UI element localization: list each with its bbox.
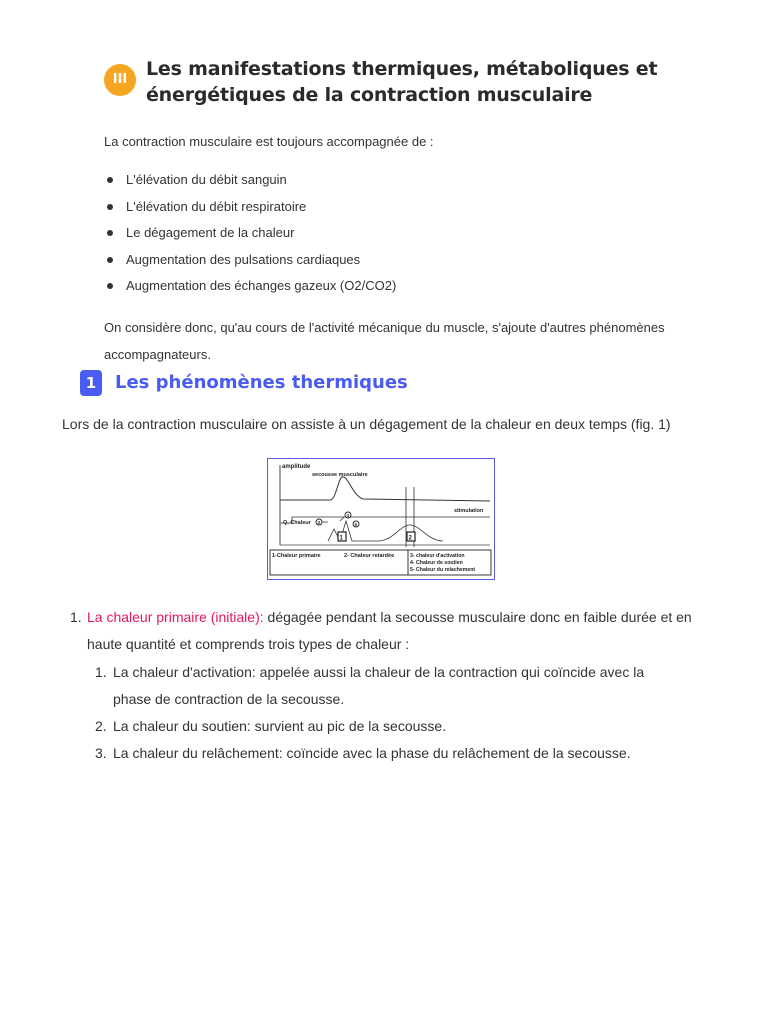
twitch-label: secousse musculaire	[312, 472, 368, 478]
sub-item-text: La chaleur du relâchement: coïncide avec la phase du relâchement de la secousse.	[113, 745, 631, 761]
marker-number: 1	[339, 535, 343, 542]
sub-item-text: La chaleur du soutien: survient au pic de la secousse.	[113, 718, 447, 734]
marker-number: 4	[346, 513, 350, 518]
subsection-title: Les phénomènes thermiques	[115, 372, 408, 393]
sub-item-number: 1.	[95, 664, 107, 680]
list-item	[104, 170, 396, 197]
list-item-text: Augmentation des pulsations cardiaques	[126, 251, 361, 267]
consider-paragraph: On considère donc, qu'au cours de l'activité mécanique du muscle, s'ajoute d'autres phénomènes accompagnateurs.	[104, 320, 665, 362]
item-text	[62, 604, 722, 658]
section-title: Les manifestations thermiques, métaboliques et énergétiques de la contraction musculaire	[146, 58, 658, 106]
sub-item-text-continued: phase de contraction de la secousse.	[113, 691, 345, 707]
sub-list	[62, 659, 722, 767]
legend-primary: 1-Chaleur primaire	[272, 553, 321, 559]
marker-number: 2	[408, 535, 412, 542]
heat-label: Q. Chaleur	[283, 520, 311, 526]
lors-paragraph: Lors de la contraction musculaire on assiste à un dégagement de la chaleur en deux temps (fig. 1)	[62, 416, 671, 432]
list-item	[104, 223, 396, 250]
item-body: dégagée pendant la secousse musculaire donc en faible durée et en haute quantité et comprends trois types de chaleur :	[87, 609, 692, 652]
marker-number: 5	[354, 522, 358, 527]
marker-leader	[340, 517, 344, 521]
sub-item-number: 3.	[95, 745, 107, 761]
list-item-text: L'élévation du débit respiratoire	[126, 198, 307, 214]
sub-list-item	[62, 659, 722, 713]
list-item-text: Augmentation des échanges gazeux (O2/CO2)	[126, 278, 397, 293]
amplitude-label: amplitude	[282, 464, 311, 470]
sub-item-text: La chaleur d'activation: appelée aussi la chaleur de la contraction qui coïncide avec la	[113, 664, 645, 680]
sub-list-item	[62, 740, 722, 767]
heat-diagram-svg	[268, 459, 493, 578]
list-item-text: L'élévation du débit sanguin	[126, 172, 287, 187]
bullet-icon	[107, 204, 113, 210]
numbered-list	[62, 604, 722, 767]
list-item-text: Le dégagement de la chaleur	[126, 225, 295, 240]
list-item	[62, 604, 722, 658]
intro-text: La contraction musculaire est toujours accompagnée de :	[104, 134, 434, 149]
bullet-icon	[107, 257, 113, 263]
bullet-icon	[107, 283, 113, 289]
stimulation-label: stimulation	[454, 508, 484, 514]
sub-list-item	[62, 713, 722, 740]
legend-soutien: 4- Chaleur de soutien	[410, 560, 463, 566]
list-item	[104, 276, 396, 303]
marker-number: 3	[317, 520, 321, 525]
section-number-badge: III	[104, 64, 136, 96]
subsection-number-badge: 1	[80, 370, 102, 396]
legend-relachement: 5- Chaleur du relachement	[410, 567, 476, 573]
item-number: 1.	[70, 609, 82, 625]
list-item	[104, 250, 396, 277]
legend-activation: 3- chaleur d'activation	[410, 553, 465, 559]
figure-heat-diagram	[267, 458, 495, 580]
highlight-term: La chaleur primaire (initiale):	[87, 609, 264, 625]
bullet-icon	[107, 177, 113, 183]
list-item	[104, 197, 396, 224]
bullet-list	[104, 170, 396, 303]
legend-delayed: 2- Chaleur retardée	[344, 553, 395, 559]
sub-item-number: 2.	[95, 718, 107, 734]
twitch-curve	[280, 477, 490, 501]
stimulation-trace	[280, 517, 490, 523]
bullet-icon	[107, 230, 113, 236]
